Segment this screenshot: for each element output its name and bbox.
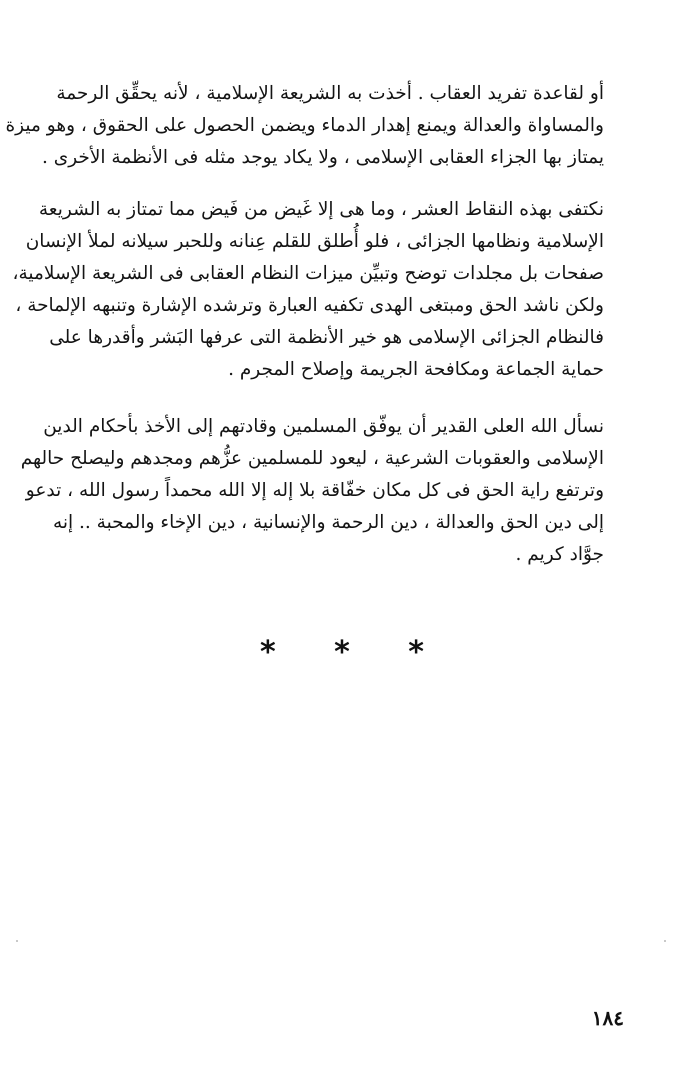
paragraph-2-line-2: الإسلامية ونظامها الجزائى ، فلو أُطلق للقلم عِنانه وللحبر سيلانه لملأ الإنسان: [25, 231, 604, 252]
paragraph-3-line-5: جوَّاد كريم .: [515, 544, 604, 565]
paragraph-2-line-5: فالنظام الجزائى الإسلامى هو خير الأنظمة التى عرفها البَشر وأقدرها على: [49, 327, 604, 348]
separator-asterisk: *: [260, 635, 276, 670]
scan-speck: [16, 940, 18, 942]
paragraph-2-line-4: ولكن ناشد الحق ومبتغى الهدى تكفيه العبارة وترشده الإشارة وتنبهه الإلماحة ،: [15, 295, 604, 316]
separator-asterisk: *: [408, 635, 424, 670]
paragraph-3-line-1: نسأل الله العلى القدير أن يوفّق المسلمين وقادتهم إلى الأخذ بأحكام الدين: [43, 416, 604, 437]
paragraph-3-line-4: إلى دين الحق والعدالة ، دين الرحمة والإنسانية ، دين الإخاء والمحبة .. إنه: [52, 512, 604, 533]
paragraph-2: [12, 194, 620, 386]
paragraph-2-line-3: صفحات بل مجلدات توضح وتبيِّن ميزات النظام العقابى فى الشريعة الإسلامية،: [12, 263, 604, 284]
paragraph-1: [5, 78, 620, 174]
paragraph-2-line-1: نكتفى بهذه النقاط العشر ، وما هى إلا غَيض من فَيض مما تمتاز به الشريعة: [38, 199, 604, 220]
paragraph-2-line-6: حماية الجماعة ومكافحة الجريمة وإصلاح المجرم .: [228, 359, 604, 380]
section-separator: [260, 633, 424, 673]
paragraph-3: [20, 411, 620, 571]
paragraph-1-line-3: يمتاز بها الجزاء العقابى الإسلامى ، ولا يكاد يوجد مثله فى الأنظمة الأخرى .: [41, 147, 604, 168]
paragraph-3-line-2: الإسلامى والعقوبات الشرعية ، ليعود للمسلمين عزُّهم ومجدهم وليصلح حالهم: [20, 448, 604, 469]
scan-speck: [664, 940, 666, 942]
paragraph-1-line-1: أو لقاعدة تفريد العقاب . أخذت به الشريعة الإسلامية ، لأنه يحقِّق الرحمة: [56, 83, 604, 104]
page-number: ١٨٤: [591, 1006, 624, 1030]
paragraph-3-line-3: وترتفع راية الحق فى كل مكان خفّاقة بلا إله إلا الله محمداً رسول الله ، تدعو: [25, 480, 604, 501]
separator-asterisk: *: [334, 635, 350, 670]
paragraph-1-line-2: والمساواة والعدالة ويمنع إهدار الدماء ويضمن الحصول على الحقوق ، وهو ميزة: [5, 115, 604, 136]
